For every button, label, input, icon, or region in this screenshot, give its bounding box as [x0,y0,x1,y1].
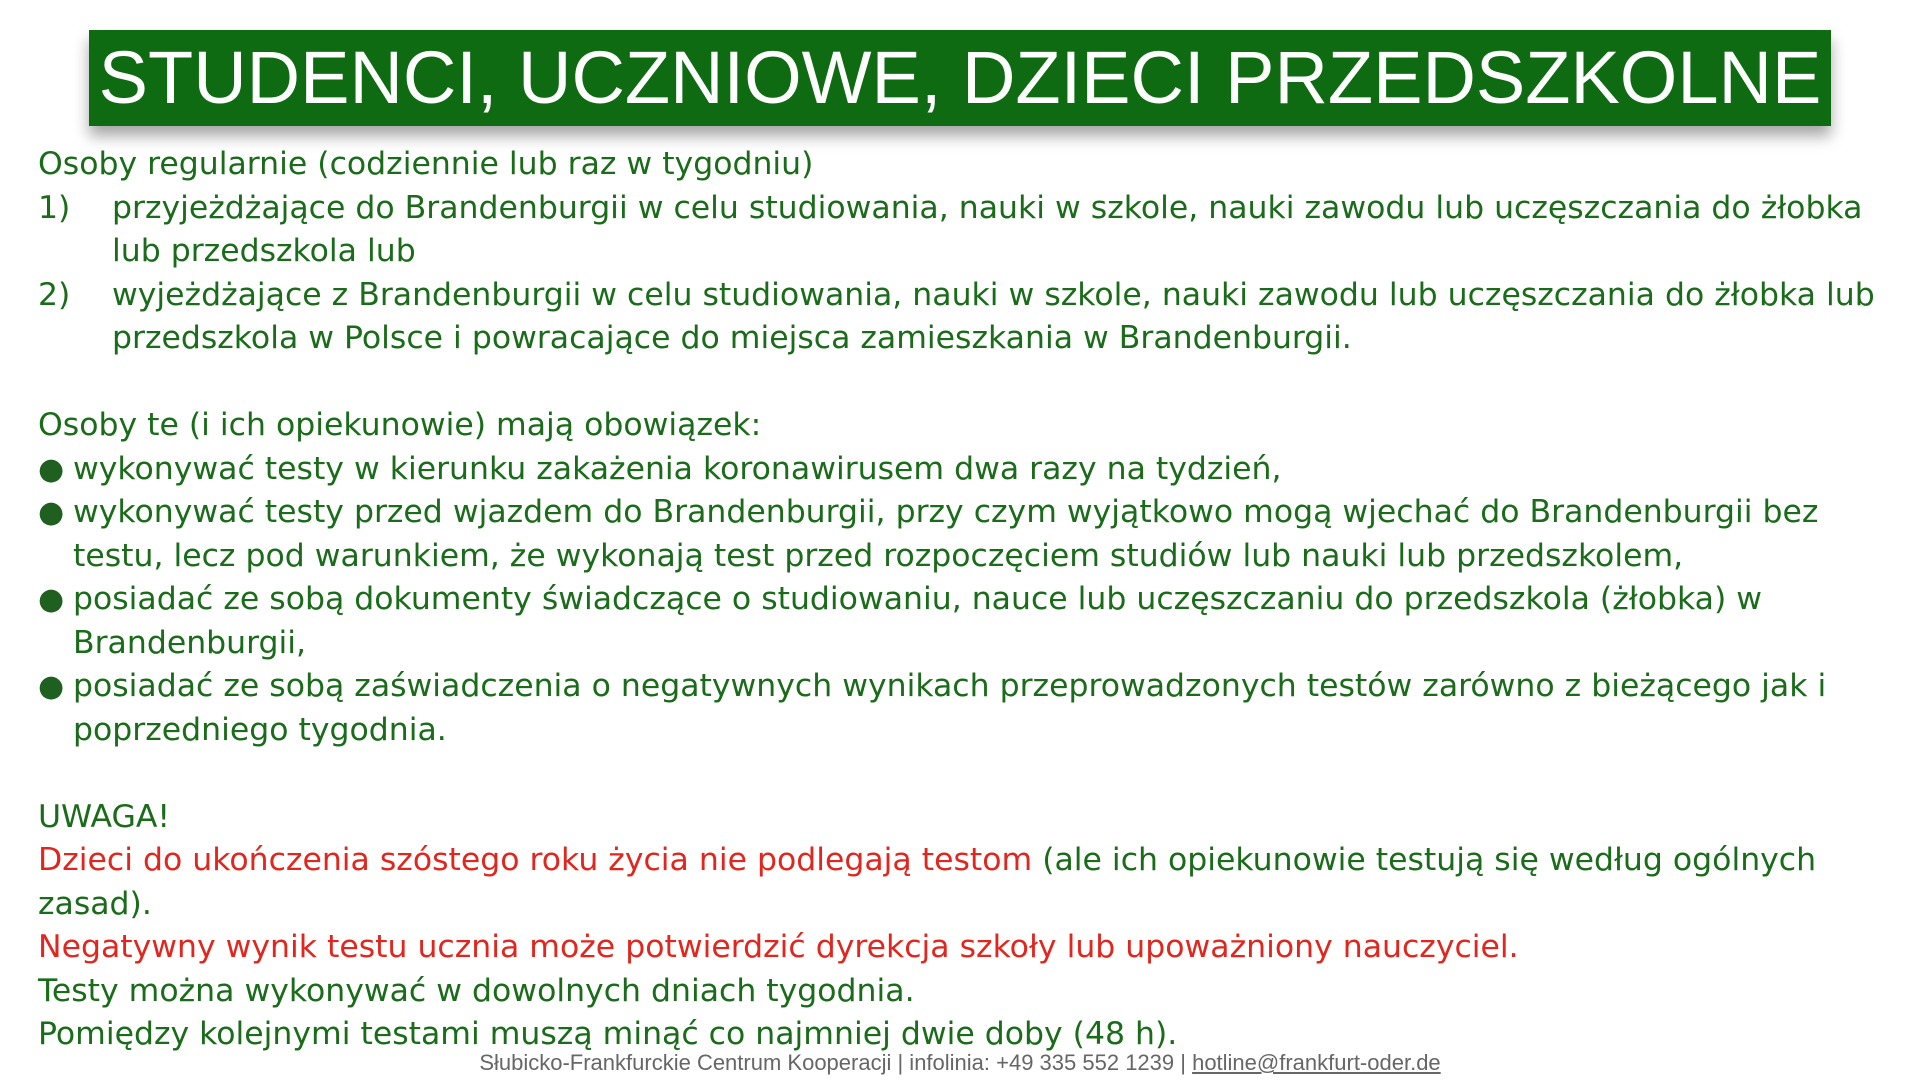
item-text: wyjeżdżające z Brandenburgii w celu studiowania, nauki w szkole, nauki zawodu lub uczęszczania do żłobka lub przedszkola w Polsce i powracające do miejsca zamieszkania w Brandenburgii. [112,276,1875,356]
warning-red-text: Dzieci do ukończenia szóstego roku życia nie podlegają testom [38,842,1033,878]
main-content [38,143,1898,1057]
bullet-item-4 [38,665,1898,752]
numbered-item-2 [38,274,1898,361]
bullet-text: posiadać ze sobą zaświadczenia o negatywnych wynikach przeprowadzonych testów zarówno z bieżącego jak i poprzedniego tygodnia. [73,668,1827,748]
footer-email-link[interactable]: hotline@frankfurt-oder.de [1192,1050,1441,1075]
bullet-text: wykonywać testy w kierunku zakażenia koronawirusem dwa razy na tydzień, [73,450,1282,487]
bullet-icon: ● [38,582,65,617]
bullet-text: wykonywać testy przed wjazdem do Brandenburgii, przy czym wyjątkowo mogą wjechać do Brandenburgii bez testu, lecz pod warunkiem, że wykonają test przed rozpoczęciem studiów lub nauki lub przedszkolem, [73,494,1819,574]
bullet-icon: ● [38,495,65,530]
item-number: 2) [38,276,71,313]
warning-paragraph-1 [38,839,1898,926]
bullet-item-3 [38,578,1898,665]
page-title: STUDENCI, UCZNIOWE, DZIECI PRZEDSZKOLNE [89,30,1832,126]
item-text: przyjeżdżające do Brandenburgii w celu studiowania, nauki w szkole, nauki zawodu lub uczęszczania do żłobka lub przedszkola lub [112,189,1863,269]
intro-text: Osoby regularnie (codziennie lub raz w tygodniu) [38,146,814,182]
item-number: 1) [38,189,71,226]
note-1: Testy można wykonywać w dowolnych dniach tygodnia. [38,972,915,1009]
bullet-icon: ● [38,669,65,704]
bullet-icon: ● [38,451,65,487]
spacer [38,361,1898,405]
bullet-item-1 [38,448,1898,492]
obligation-heading: Osoby te (i ich opiekunowie) mają obowiązek: [38,407,762,443]
footer [0,1050,1920,1076]
numbered-item-1 [38,187,1898,274]
bullet-item-2 [38,491,1898,578]
title-container [0,30,1920,126]
note-2: Pomiędzy kolejnymi testami muszą minąć co najmniej dwie doby (48 h). [38,1016,1178,1052]
footer-text: Słubicko-Frankfurckie Centrum Kooperacji | infolinia: +49 335 552 1239 | [479,1050,1193,1075]
spacer [38,752,1898,796]
warning-heading: UWAGA! [38,798,171,835]
warning-green-text: (ale ich opiekunowie testują się według ogólnych zasad). [38,842,1817,922]
bullet-text: posiadać ze sobą dokumenty świadczące o studiowaniu, nauce lub uczęszczaniu do przedszkola (żłobka) w Brandenburgii, [73,581,1763,661]
warning-paragraph-2: Negatywny wynik testu ucznia może potwierdzić dyrekcja szkoły lub upoważniony nauczyciel. [38,929,1519,965]
